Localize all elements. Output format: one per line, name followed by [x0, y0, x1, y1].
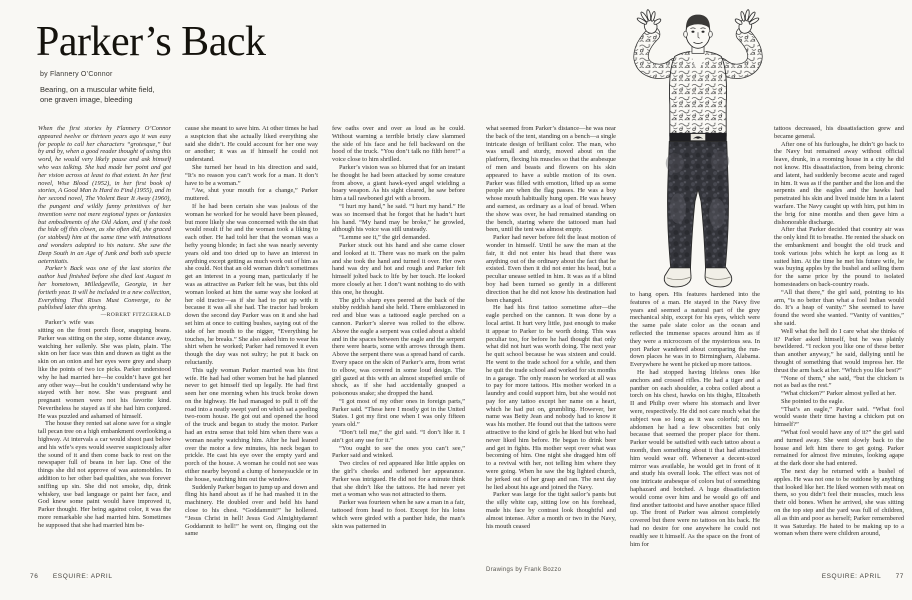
footer-left-label: ESQUIRE: APRIL	[52, 573, 113, 580]
page-number-left: 76	[30, 573, 39, 580]
page-title: Parker’s Back	[36, 19, 266, 65]
text-column-4	[486, 125, 616, 561]
paragraph: Parker stuck out his hand and she came closer and looked at it. There was no mark on the palm and she took the hand and turned it over. Her own hand was dry and hot and rough and Parker felt himself jolted back to life by her touch. He looked more closely at her. I don’t want nothing to do with this one, he thought.	[332, 241, 465, 296]
paragraph: The girl’s sharp eyes peered at the back of the stubby reddish hand she held. There emblazoned in red and blue was a tattooed eagle perched on a cannon. Parker’s sleeve was rolled to the elbow. Above the eagle a serpent was coiled about a shield and in the spaces between the eagle and the serpent there were hearts, some with arrows through them. Above the serpent there was a spread hand of cards. Every space on the skin of Parker’s arm, from wrist to elbow, was covered in some loud design. The girl gazed at this with an almost stupefied smile of shock, as if she had accidentally grasped a poisonous snake; she dropped the hand.	[332, 296, 465, 398]
paragraph: This ugly woman Parker married was his first wife. He had had other women but he had planned never to get himself tied up legally. He had first seen her one morning when his truck broke down on the highway. He had managed to pull it off the road into a neatly swept yard on which sat a peeling two-room house. He got out and opened the hood of the truck and began to study the motor. Parker had an extra sense that told him when there was a woman nearby watching him. After he had leaned over the motor a few minutes, his neck began to prickle. He cast his eye over the empty yard and porch of the house. A woman he could not see was either nearby beyond a clump of honeysuckle or in the house, watching him out the window.	[185, 366, 318, 483]
paragraph: “Aw, shut your mouth for a change,” Parker muttered.	[185, 187, 318, 203]
tattooed-man-drawing-svg	[610, 4, 786, 298]
paragraph: “Don’t tell me,” the girl said. “I don’t like it. I ain’t got any use for it.”	[332, 429, 465, 444]
paragraph: She pointed to the eagle.	[781, 397, 845, 405]
footer-left	[30, 573, 113, 580]
paragraph: few oaths over and over as loud as he could. Without warning a terrible bristly claw slammed the side of his face and he fell backward on the hood of the truck. “You don’t talk no filth here!” a voice close to him shrilled.	[332, 125, 465, 164]
paragraph: Parker was large for the tight sailor’s pants but the silly white cap, sitting low on his forehead, made his face by contrast look thoughtful and almost intense. After a month or two in the Navy, his mouth ceased	[486, 491, 616, 530]
paragraph: “None of them,” she said, “but the chicken is not as bad as the rest.”	[774, 374, 904, 390]
text-column-3	[332, 125, 465, 561]
paragraph: He had stopped having lifeless ones like anchors and crossed rifles. He had a tiger and a panther on each shoulder, a cobra coiled about a torch on his chest, hawks on his thighs, Elizabeth II and Philip over where his stomach and liver were, respectively. He did not care much what the subject was so long as it was colorful; on his abdomen he had a few obscenities but only because that seemed the proper place for them. Parker would be satisfied with each tattoo about a month, then something about it that had attracted him would wear off. Whenever a decent-sized mirror was available, he would get in front of it and study his overall look. The effect was not of one intricate arabesque of colors but of something haphazard and botched. A huge dissatisfaction would come over him and he would go off and find another tattooist and have another space filled up. The front of Parker was almost completely covered but there were no tattoos on his back. He had no desire for one anywhere he could not readily see it himself. As the space on the front of him for	[630, 368, 760, 548]
paragraph: The house they rented sat alone save for a single tall pecan tree on a high embankment overlooking a highway. At intervals a car would shoot past below and his wife’s eyes would swerve suspiciously after the sound of it and then come back to rest on the newspaper full of beans in her lap. One of the things she did not approve of was automobiles. In addition to her other bad qualities, she was forever sniffing up sin. She did not smoke, dip, drink whiskey, use bad language or paint her face, and God knew some paint would have improved it, Parker thought. Her being against color, it was the more remarkable she had married him. Sometimes he supposed that she had married him be-	[38, 420, 171, 529]
paragraph: to hang open. His features hardened into the features of a man. He stayed in the Navy five years and seemed a natural part of the grey mechanical ship, except for his eyes, which were the same pale slate color as the ocean and reflected the immense spaces around him as if they were a microcosm of the mysterious sea. In port Parker wandered about comparing the run-down places he was in to Birmingham, Alabama. Everywhere he went he picked up more tattoos.	[630, 291, 760, 369]
tattooed-man-illustration	[610, 4, 786, 298]
page-number-right: 77	[895, 573, 904, 580]
paragraph: If he had been certain she was jealous of the woman he worked for he would have been pleased, but more likely she was concerned with the sin that would result if he and the woman took a liking to each other. He had told her that the woman was a hefty young blonde; in fact she was nearly seventy years old and too dried up to have an interest in anything except getting as much work out of him as she could. Not that an old woman didn’t sometimes get an interest in a young man, particularly if he was as attractive as Parker felt he was, but this old woman looked at him the same way she looked at her old tractor—as if she had to put up with it because it was all she had. The tractor had broken down the second day Parker was on it and she had set him at once to cutting bushes, saying out of the side of her mouth to the nigger, “Everything he touches, he breaks.” She also asked him to wear his shirt when he worked; Parker had removed it even though the day was not sultry; he put it back on reluctantly.	[185, 202, 318, 366]
paragraph: She turned her head in his direction and said, “It’s no reason you can’t work for a man. It don’t have to be a woman.”	[185, 163, 318, 187]
paragraph: “I got most of my other ones in foreign parts,” Parker said. “These here I mostly got in the United States. I got my first one when I was only fifteen years old.”	[332, 397, 465, 429]
text-column-2	[185, 125, 318, 561]
illustration-credit: Drawings by Frank Bozzo	[486, 567, 562, 573]
paragraph: The next day he returned with a bushel of apples. He was not one to be outdone by anything that looked like her. He liked women with meat on them, so you didn’t feel their muscles, much less their old bones. When he arrived, she was sitting on the top step and the yard was full of children, all as thin and poor as herself; Parker remembered it was Saturday. He hated to be making up to a woman when there were children around,	[774, 468, 904, 538]
paragraph: “All that there,” the girl said, pointing to his arm, “is no better than what a fool Indian would do. It’s a heap of vanity.” She seemed to have found the word she wanted. “Vanity of vanities,” she said.	[774, 288, 904, 327]
text-column-5	[630, 291, 760, 561]
paragraph: Parker’s vision was so blurred that for an instant he thought he had been attacked by some creature from above, a giant hawk-eyed angel wielding a hoary weapon. As his sight cleared, he saw before him a tall rawboned girl with a broom.	[332, 163, 465, 203]
paragraph: “What fool would have any of it?” the girl said and turned away. She went slowly back to the house and left him there to get going. Parker remained for almost five minutes, looking agape at the dark door she had entered.	[774, 429, 904, 468]
dek-line-1: Bearing, on a muscular white field,	[40, 85, 155, 94]
paragraph: what seemed from Parker’s distance—he was near the back of the tent, standing on a bench—a single intricate design of brilliant color. The man, who was small and sturdy, moved about on the platform, flexing his muscles so that the arabesque of men and beasts and flowers on his skin appeared to have a subtle motion of its own. Parker was filled with emotion, lifted up as some people are when the flag passes. He was a boy whose mouth habitually hung open. He was heavy and earnest, as ordinary as a loaf of bread. When the show was over, he had remained standing on the bench, staring where the tattooed man had been, until the tent was almost empty.	[486, 125, 616, 234]
paragraph: Parker’s Back was one of the last stories the author had finished before she died last August in her hometown, Milledgeville, Georgia, in her fortieth year. It will be included in a new collection, Everything That Rises Must Converge, to be published later this spring. —ROBERT FITZGERALD	[38, 265, 171, 319]
dek	[40, 85, 155, 104]
intro-signature: —ROBERT FITZGERALD	[100, 312, 171, 319]
paragraph: Well what the hell do I care what she thinks of it? Parker asked himself, but he was plainly bewildered. “I reckon you like one of these better than another anyway,” he said, dallying until he thought of something that would impress her. He thrust the arm back at her. “Which you like best?”	[774, 327, 904, 374]
paragraph: Parker had never before felt the least motion of wonder in himself. Until he saw the man at the fair, it did not enter his head that there was anything out of the ordinary about the fact that he existed. Even then it did not enter his head, but a peculiar unease settled in him. It was as if a blind boy had been turned so gently in a different direction that he did not know his destination had been changed.	[486, 234, 616, 304]
paragraph: “You ought to see the ones you can’t see,” Parker said and winked.	[332, 444, 465, 460]
text-column-1	[38, 125, 171, 561]
paragraph: He had his first tattoo sometime after—the eagle perched on the cannon. It was done by a local artist. It hurt very little, just enough to make it appear to Parker to be worth doing. This was peculiar too, for before he had thought that only what did not hurt was worth doing. The next year he quit school because he was sixteen and could. He went to the trade school for a while, and then he quit the trade school and worked for six months in a garage. The only reason he worked at all was to pay for more tattoos. His mother worked in a laundry and could support him, but she would not pay for any tattoo except her name on a heart, which he had put on, grumbling. However, her name was Betty Jean and nobody had to know it was his mother. He found out that the tattoos were attractive to the kind of girls he liked but who had never liked him before. He began to drink beer and get in fights. His mother wept over what was becoming of him. One night she dragged him off to a revival with her, not telling him where they were going. When he saw the big lighted church, he jerked out of her grasp and ran. The next day he lied about his age and joined the Navy.	[486, 304, 616, 491]
footer-right-label: ESQUIRE: APRIL	[821, 573, 882, 580]
paragraph: After that Parker decided that country air was the only kind fit to breathe. He rented the shack on the embankment and bought the old truck and took various jobs which he kept as long as it suited him. At the time he met his future wife, he was buying apples by the bushel and selling them for the same price by the pound to isolated homesteaders on back-country roads.	[774, 226, 904, 288]
dek-line-2: one graven image, bleeding	[40, 94, 133, 104]
footer-right	[822, 573, 904, 580]
text-column-6	[774, 125, 904, 561]
paragraph: When the first stories by Flannery O’Connor appeared twelve or thirteen years ago it was easy for people to call her characters “grotesque,” but by and by, when a good reader thought of using this word, he would very likely pause and ask himself who was talking. She had made her point and got her vision across at least to that extent. In her first novel, Wise Blood (1952), in her first book of stories, A Good Man Is Hard to Find (1955), and in her second novel, The Violent Bear It Away (1960), the pungent and wildly funny primitives of her invention were not mere regional types or fantasies but embodiments of the Old Adam, and if she took the hide off this clown, as she often did, she graced (or stabbed) him at the same time with intimations and wonders adapted to his nature. She saw the Deep South in an Age of Junk and both sub specie aeternitatis.	[38, 125, 171, 265]
paragraph: “Lemme see it,” the girl demanded.	[339, 234, 431, 242]
paragraph: “That’s an eagle,” Parker said. “What fool would waste their time having a chicken put on himself?”	[774, 405, 904, 429]
paragraph: “I hurt my hand,” he said. “I hurt my hand.” He was so incensed that he forgot that he hadn’t hurt his hand. “My hand may be broke,” he growled, although his voice was still unsteady.	[332, 202, 465, 234]
paragraph: Parker was fourteen when he saw a man in a fair, tattooed from head to foot. Except for his loins which were girded with a panther hide, the man’s skin was patterned in	[332, 499, 465, 530]
paragraph: cause she meant to save him. At other times he had a suspicion that she actually liked everything she said she didn’t. He could account for her one way or another; it was as if himself he could not understand.	[185, 125, 318, 164]
paragraph: After one of his furloughs, he didn’t go back to the Navy but remained away without official leave, drunk, in a rooming house in a city he did not know. His dissatisfaction, from being chronic and latent, had suddenly become acute and raged in him. It was as if the panther and the lion and the serpents and the eagles and the hawks had penetrated his skin and lived inside him in a latent warfare. The Navy caught up with him, put him in the brig for nine months and then gave him a dishonorable discharge.	[774, 140, 904, 226]
paragraph: Suddenly Parker began to jump up and down and fling his hand about as if he had mashed it in the machinery. He doubled over and held his hand close to his chest. “Goddammit!” he hollered. “Jesus Christ in hell! Jesus God Almightydamn! Goddamnit to hell!” he went on, flinging out the same	[185, 483, 318, 538]
paragraph: “What chicken?” Parker almost yelled at her.	[781, 390, 897, 398]
paragraph: Two circles of red appeared like little apples on the girl’s cheeks and softened her appearance. Parker was intrigued. He did not for a minute think that she didn’t like the tattoos. He had never yet met a woman who was not attracted to them.	[332, 460, 465, 499]
byline: by Flannery O’Connor	[40, 71, 113, 78]
paragraph: Parker’s wife was sitting on the front porch floor, snapping beans. Parker was sitting on the step, some distance away, watching her sullenly. She was plain, plain. The skin on her face was thin and drawn as tight as the skin on an onion and her eyes were grey and sharp like the points of two ice picks. Parker understood why he had married her—he couldn’t have got her any other way—but he couldn’t understand why he stayed with her now. She was pregnant and pregnant women were not his favorite kind. Nevertheless he stayed as if she had him conjured. He was puzzled and ashamed of himself.	[38, 319, 171, 420]
paragraph: tattoos decreased, his dissatisfaction grew and became general.	[774, 125, 904, 140]
